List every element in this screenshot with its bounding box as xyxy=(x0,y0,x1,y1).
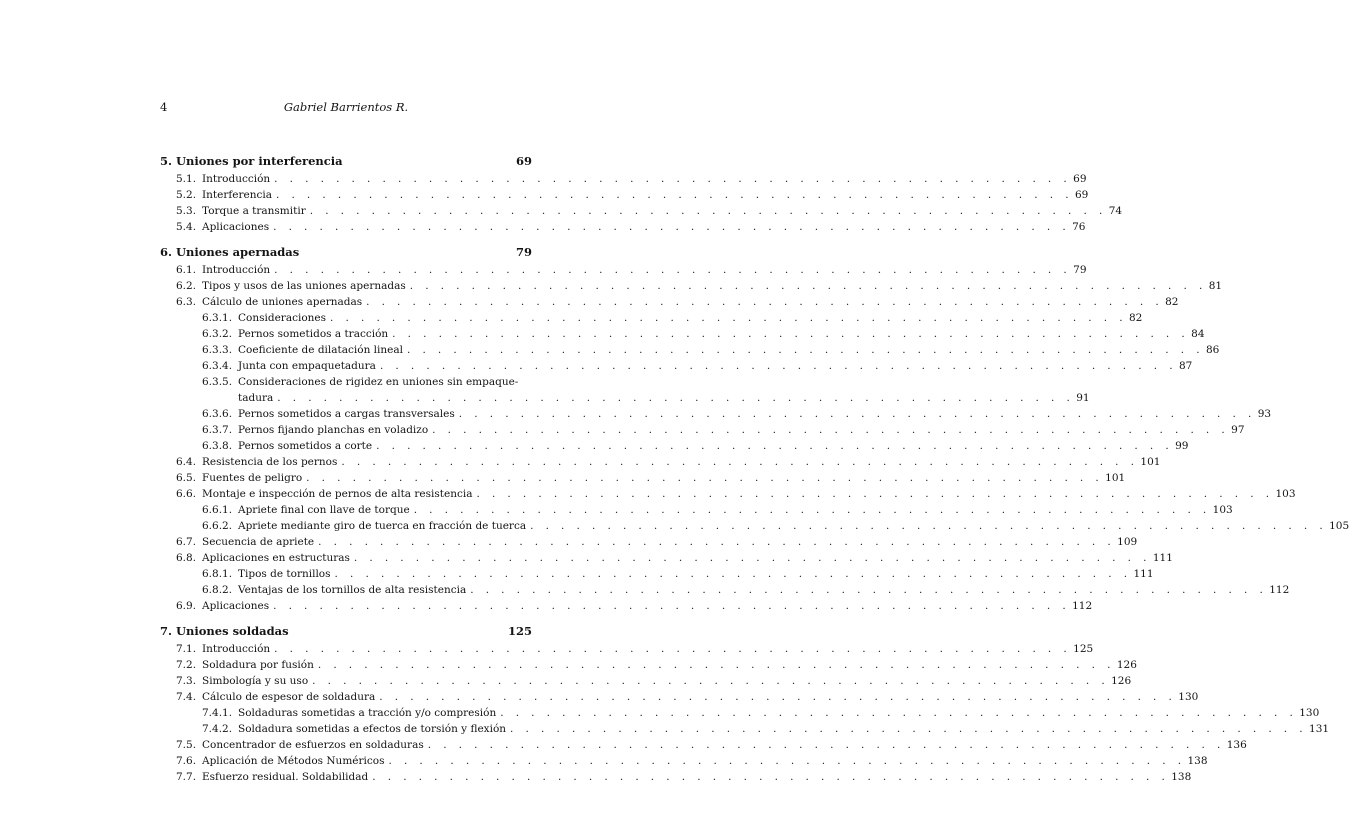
entry-page: 112 xyxy=(1269,584,1290,596)
entry-page: 130 xyxy=(1299,707,1320,719)
entry-title: Tipos y usos de las uniones apernadas xyxy=(202,280,406,292)
entry-title: Secuencia de apriete xyxy=(202,536,315,548)
chapter-title: Uniones soldadas xyxy=(176,624,289,638)
toc-entry-6-3-7[interactable] xyxy=(202,424,1245,436)
toc-entry-5-3[interactable] xyxy=(176,205,1123,217)
entry-title: Coeficiente de dilatación lineal xyxy=(238,344,403,356)
toc-entry-5-1[interactable] xyxy=(176,173,1087,185)
dot-leader: . . . . . . . . . . . . . . . . . . . . . . . . . . . . . . . . . . . . . . . . . . . . . . . . . . . . xyxy=(388,755,1186,767)
toc-entry-6-5[interactable] xyxy=(176,472,1126,484)
entry-title: Simbología y su uso xyxy=(202,675,309,687)
entry-page: 131 xyxy=(1309,723,1330,735)
chapter-page: 69 xyxy=(515,154,532,168)
entry-title: Apriete final con llave de torque xyxy=(238,504,410,516)
entry-number: 7.6. xyxy=(176,755,197,767)
toc-entry-6-8-1[interactable] xyxy=(202,568,1154,580)
entry-page: 76 xyxy=(1072,221,1086,233)
entry-page: 69 xyxy=(1073,173,1087,185)
entry-page: 82 xyxy=(1165,296,1179,308)
dot-leader: . . . . . . . . . . . . . . . . . . . . . . . . . . . . . . . . . . . . . . . . . . . . . . . . . . . . xyxy=(392,328,1190,340)
toc-entry-6-3-5[interactable] xyxy=(202,376,532,388)
entry-number: 5.1. xyxy=(176,173,197,185)
entry-number: 6.9. xyxy=(176,600,197,612)
toc-entry-6-3-6[interactable] xyxy=(202,408,1272,420)
entry-number: 6.1. xyxy=(176,264,197,276)
dot-leader: . . . . . . . . . . . . . . . . . . . . . . . . . . . . . . . . . . . . . . . . . . . . . . . . . . . . xyxy=(458,408,1256,420)
entry-page: 101 xyxy=(1105,472,1126,484)
entry-title: Concentrador de esfuerzos en soldaduras xyxy=(202,739,424,751)
entry-title-continuation: tadura xyxy=(238,392,274,404)
entry-title: Pernos sometidos a corte xyxy=(238,440,373,452)
dot-leader: . . . . . . . . . . . . . . . . . . . . . . . . . . . . . . . . . . . . . . . . . . . . . . . . . . . . xyxy=(379,360,1177,372)
entry-page: 74 xyxy=(1108,205,1123,217)
dot-leader: . . . . . . . . . . . . . . . . . . . . . . . . . . . . . . . . . . . . . . . . . . . . . . . . . . . . xyxy=(379,691,1177,703)
entry-number: 6.8.2. xyxy=(202,584,233,596)
chapter-number: 5. xyxy=(160,154,173,168)
entry-title: Introducción xyxy=(202,173,271,185)
entry-page: 130 xyxy=(1178,691,1199,703)
toc-entry-6-1[interactable] xyxy=(176,264,1087,276)
entry-page: 126 xyxy=(1111,675,1132,687)
entry-page: 109 xyxy=(1117,536,1138,548)
entry-page: 81 xyxy=(1208,280,1223,292)
toc-entry-7-7[interactable] xyxy=(176,771,1192,783)
chapter-number: 7. xyxy=(160,624,173,638)
entry-title: Soldaduras sometidas a tracción y/o compresión xyxy=(238,707,497,719)
dot-leader: . . . . . . . . . . . . . . . . . . . . . . . . . . . . . . . . . . . . . . . . . . . . . . . . . . . . xyxy=(406,344,1204,356)
entry-number: 5.3. xyxy=(176,205,197,217)
toc-entry-7-4-1[interactable] xyxy=(202,707,1320,719)
entry-number: 6.4. xyxy=(176,456,197,468)
entry-title: Junta con empaquetadura xyxy=(238,360,376,372)
entry-title: Introducción xyxy=(202,264,271,276)
entry-page: 125 xyxy=(1073,643,1094,655)
entry-number: 6.8.1. xyxy=(202,568,233,580)
entry-page: 138 xyxy=(1171,771,1192,783)
toc-entry-7-1[interactable] xyxy=(176,643,1094,655)
entry-page: 138 xyxy=(1187,755,1208,767)
toc-entry-6-2[interactable] xyxy=(176,280,1223,292)
entry-page: 99 xyxy=(1175,440,1189,452)
entry-title: Montaje e inspección de pernos de alta resistencia xyxy=(202,488,473,500)
toc-entry-7-5[interactable] xyxy=(176,739,1247,751)
entry-number: 6.3.5. xyxy=(202,376,233,388)
dot-leader: . . . . . . . . . . . . . . . . . . . . . . . . . . . . . . . . . . . . . . . . . . . . . . . . . . . . xyxy=(277,392,1075,404)
page-header xyxy=(160,100,532,118)
dot-leader: . . . . . . . . . . . . . . . . . . . . . . . . . . . . . . . . . . . . . . . . . . . . . . . . . . . . xyxy=(274,264,1072,276)
entry-title: Aplicación de Métodos Numéricos xyxy=(202,755,385,767)
entry-page: 79 xyxy=(1073,264,1087,276)
toc-entry-7-4-2[interactable] xyxy=(202,723,1330,735)
dot-leader: . . . . . . . . . . . . . . . . . . . . . . . . . . . . . . . . . . . . . . . . . . . . . . . . . . . . xyxy=(306,472,1104,484)
toc-entry-5-4[interactable] xyxy=(176,221,1086,233)
entry-page: 69 xyxy=(1074,189,1089,201)
entry-number: 6.6. xyxy=(176,488,197,500)
entry-title: Pernos fijando planchas en voladizo xyxy=(238,424,429,436)
entry-number: 7.3. xyxy=(176,675,197,687)
dot-leader: . . . . . . . . . . . . . . . . . . . . . . . . . . . . . . . . . . . . . . . . . . . . . . . . . . . . xyxy=(427,739,1225,751)
chapter-title: Uniones por interferencia xyxy=(176,154,343,168)
chapter-title: Uniones apernadas xyxy=(176,245,300,259)
entry-number: 7.4. xyxy=(176,691,197,703)
entry-number: 5.2. xyxy=(176,189,197,201)
chapter-page: 125 xyxy=(507,624,532,638)
dot-leader: . . . . . . . . . . . . . . . . . . . . . . . . . . . . . . . . . . . . . . . . . . . . . . . . . . . . xyxy=(309,205,1107,217)
toc-entry-6-3[interactable] xyxy=(176,296,1179,308)
toc-entry-6-3-2[interactable] xyxy=(202,328,1205,340)
entry-number: 6.3. xyxy=(176,296,197,308)
toc-entry-6-7[interactable] xyxy=(176,536,1138,548)
entry-number: 7.7. xyxy=(176,771,197,783)
entry-number: 7.4.1. xyxy=(202,707,233,719)
entry-page: 87 xyxy=(1178,360,1193,372)
toc-entry-6-4[interactable] xyxy=(176,456,1161,468)
entry-title: Cálculo de espesor de soldadura xyxy=(202,691,376,703)
entry-title: Aplicaciones en estructuras xyxy=(202,552,350,564)
entry-page: 93 xyxy=(1257,408,1272,420)
dot-leader: . . . . . . . . . . . . . . . . . . . . . . . . . . . . . . . . . . . . . . . . . . . . . . . . . . . . xyxy=(366,296,1164,308)
entry-title: Soldadura por fusión xyxy=(202,659,314,671)
entry-number: 6.3.7. xyxy=(202,424,233,436)
dot-leader: . . . . . . . . . . . . . . . . . . . . . . . . . . . . . . . . . . . . . . . . . . . . . . . . . . . . xyxy=(476,488,1274,500)
entry-page: 103 xyxy=(1212,504,1233,516)
dot-leader: . . . . . . . . . . . . . . . . . . . . . . . . . . . . . . . . . . . . . . . . . . . . . . . . . . . . xyxy=(273,600,1071,612)
dot-leader: . . . . . . . . . . . . . . . . . . . . . . . . . . . . . . . . . . . . . . . . . . . . . . . . . . . . xyxy=(334,568,1132,580)
dot-leader: . . . . . . . . . . . . . . . . . . . . . . . . . . . . . . . . . . . . . . . . . . . . . . . . . . . . xyxy=(372,771,1170,783)
dot-leader: . . . . . . . . . . . . . . . . . . . . . . . . . . . . . . . . . . . . . . . . . . . . . . . . . . . . xyxy=(341,456,1139,468)
dot-leader: . . . . . . . . . . . . . . . . . . . . . . . . . . . . . . . . . . . . . . . . . . . . . . . . . . . . xyxy=(274,173,1072,185)
entry-number: 6.3.4. xyxy=(202,360,233,372)
entry-title: Ventajas de los tornillos de alta resistencia xyxy=(238,584,467,596)
dot-leader: . . . . . . . . . . . . . . . . . . . . . . . . . . . . . . . . . . . . . . . . . . . . . . . . . . . . xyxy=(273,221,1071,233)
entry-number: 6.3.3. xyxy=(202,344,233,356)
entry-page: 105 xyxy=(1329,520,1349,532)
entry-number: 6.3.8. xyxy=(202,440,233,452)
toc-chapter-7[interactable] xyxy=(160,624,532,638)
dot-leader: . . . . . . . . . . . . . . . . . . . . . . . . . . . . . . . . . . . . . . . . . . . . . . . . . . . . xyxy=(317,659,1115,671)
page-number: 4 xyxy=(160,100,168,114)
toc-entry-6-6-1[interactable] xyxy=(202,504,1233,516)
dot-leader: . . . . . . . . . . . . . . . . . . . . . . . . . . . . . . . . . . . . . . . . . . . . . . . . . . . . xyxy=(275,189,1073,201)
entry-page: 111 xyxy=(1152,552,1173,564)
dot-leader: . . . . . . . . . . . . . . . . . . . . . . . . . . . . . . . . . . . . . . . . . . . . . . . . . . . . xyxy=(470,584,1268,596)
dot-leader: . . . . . . . . . . . . . . . . . . . . . . . . . . . . . . . . . . . . . . . . . . . . . . . . . . . . xyxy=(432,424,1230,436)
entry-page: 103 xyxy=(1275,488,1296,500)
dot-leader: . . . . . . . . . . . . . . . . . . . . . . . . . . . . . . . . . . . . . . . . . . . . . . . . . . . . xyxy=(274,643,1072,655)
entry-title: Pernos sometidos a tracción xyxy=(238,328,389,340)
toc-entry-7-4[interactable] xyxy=(176,691,1199,703)
entry-title: Consideraciones de rigidez en uniones sin empaque- xyxy=(238,376,519,388)
entry-page: 82 xyxy=(1129,312,1143,324)
entry-number: 6.3.2. xyxy=(202,328,233,340)
entry-title: Fuentes de peligro xyxy=(202,472,303,484)
entry-title: Apriete mediante giro de tuerca en fracción de tuerca xyxy=(238,520,527,532)
entry-title: Introducción xyxy=(202,643,271,655)
entry-title: Esfuerzo residual. Soldabilidad xyxy=(202,771,369,783)
toc-entry-6-6[interactable] xyxy=(176,488,1296,500)
toc-entry-6-3-4[interactable] xyxy=(202,360,1193,372)
entry-title: Aplicaciones xyxy=(202,221,270,233)
entry-number: 7.5. xyxy=(176,739,197,751)
entry-title: Resistencia de los pernos xyxy=(202,456,338,468)
entry-page: 86 xyxy=(1205,344,1220,356)
toc-entry-7-2[interactable] xyxy=(176,659,1137,671)
toc-entry-6-3-1[interactable] xyxy=(202,312,1143,324)
dot-leader: . . . . . . . . . . . . . . . . . . . . . . . . . . . . . . . . . . . . . . . . . . . . . . . . . . . . xyxy=(376,440,1174,452)
dot-leader: . . . . . . . . . . . . . . . . . . . . . . . . . . . . . . . . . . . . . . . . . . . . . . . . . . . . xyxy=(413,504,1211,516)
entry-title: Tipos de tornillos xyxy=(238,568,331,580)
dot-leader: . . . . . . . . . . . . . . . . . . . . . . . . . . . . . . . . . . . . . . . . . . . . . . . . . . . . xyxy=(500,707,1298,719)
toc-chapter-6[interactable] xyxy=(160,245,532,259)
entry-number: 7.1. xyxy=(176,643,197,655)
entry-page: 91 xyxy=(1076,392,1090,404)
entry-page: 84 xyxy=(1191,328,1205,340)
toc-entry-7-3[interactable] xyxy=(176,675,1132,687)
entry-number: 7.2. xyxy=(176,659,197,671)
entry-page: 126 xyxy=(1116,659,1137,671)
running-title: Gabriel Barrientos R. xyxy=(283,100,409,114)
entry-number: 6.3.1. xyxy=(202,312,233,324)
entry-number: 6.8. xyxy=(176,552,197,564)
chapter-number: 6. xyxy=(160,245,173,259)
entry-title: Aplicaciones xyxy=(202,600,270,612)
entry-title: Pernos sometidos a cargas transversales xyxy=(238,408,455,420)
toc-entry-5-2[interactable] xyxy=(176,189,1089,201)
toc-entry-6-3-3[interactable] xyxy=(202,344,1220,356)
entry-page: 101 xyxy=(1140,456,1161,468)
entry-page: 97 xyxy=(1231,424,1245,436)
entry-title: Torque a transmitir xyxy=(202,205,306,217)
dot-leader: . . . . . . . . . . . . . . . . . . . . . . . . . . . . . . . . . . . . . . . . . . . . . . . . . . . . xyxy=(353,552,1151,564)
entry-page: 111 xyxy=(1133,568,1154,580)
entry-title: Consideraciones xyxy=(238,312,327,324)
dot-leader: . . . . . . . . . . . . . . . . . . . . . . . . . . . . . . . . . . . . . . . . . . . . . . . . . . . . xyxy=(318,536,1116,548)
entry-title: Cálculo de uniones apernadas xyxy=(202,296,363,308)
entry-number: 6.2. xyxy=(176,280,197,292)
entry-title: Soldadura sometidas a efectos de torsión y flexión xyxy=(238,723,507,735)
dot-leader: . . . . . . . . . . . . . . . . . . . . . . . . . . . . . . . . . . . . . . . . . . . . . . . . . . . . xyxy=(510,723,1308,735)
entry-number: 7.4.2. xyxy=(202,723,233,735)
toc-entry-6-6-2[interactable] xyxy=(202,520,1349,532)
entry-number: 6.6.1. xyxy=(202,504,233,516)
toc-entry-7-6[interactable] xyxy=(176,755,1208,767)
entry-number: 5.4. xyxy=(176,221,197,233)
chapter-page: 79 xyxy=(515,245,532,259)
toc-entry-6-8[interactable] xyxy=(176,552,1173,564)
toc-entry-6-3-8[interactable] xyxy=(202,440,1189,452)
entry-page: 136 xyxy=(1226,739,1247,751)
entry-number: 6.7. xyxy=(176,536,197,548)
toc-chapter-5[interactable] xyxy=(160,154,532,168)
toc-entry-6-3-5-continuation[interactable] xyxy=(238,392,1090,404)
dot-leader: . . . . . . . . . . . . . . . . . . . . . . . . . . . . . . . . . . . . . . . . . . . . . . . . . . . . xyxy=(330,312,1127,324)
dot-leader: . . . . . . . . . . . . . . . . . . . . . . . . . . . . . . . . . . . . . . . . . . . . . . . . . . . . xyxy=(409,280,1207,292)
entry-number: 6.3.6. xyxy=(202,408,233,420)
dot-leader: . . . . . . . . . . . . . . . . . . . . . . . . . . . . . . . . . . . . . . . . . . . . . . . . . . . . xyxy=(312,675,1110,687)
dot-leader: . . . . . . . . . . . . . . . . . . . . . . . . . . . . . . . . . . . . . . . . . . . . . . . . . . . . xyxy=(530,520,1328,532)
toc-entry-6-8-2[interactable] xyxy=(202,584,1290,596)
toc-entry-6-9[interactable] xyxy=(176,600,1093,612)
entry-title: Interferencia xyxy=(202,189,272,201)
entry-number: 6.6.2. xyxy=(202,520,233,532)
entry-number: 6.5. xyxy=(176,472,197,484)
entry-page: 112 xyxy=(1072,600,1093,612)
